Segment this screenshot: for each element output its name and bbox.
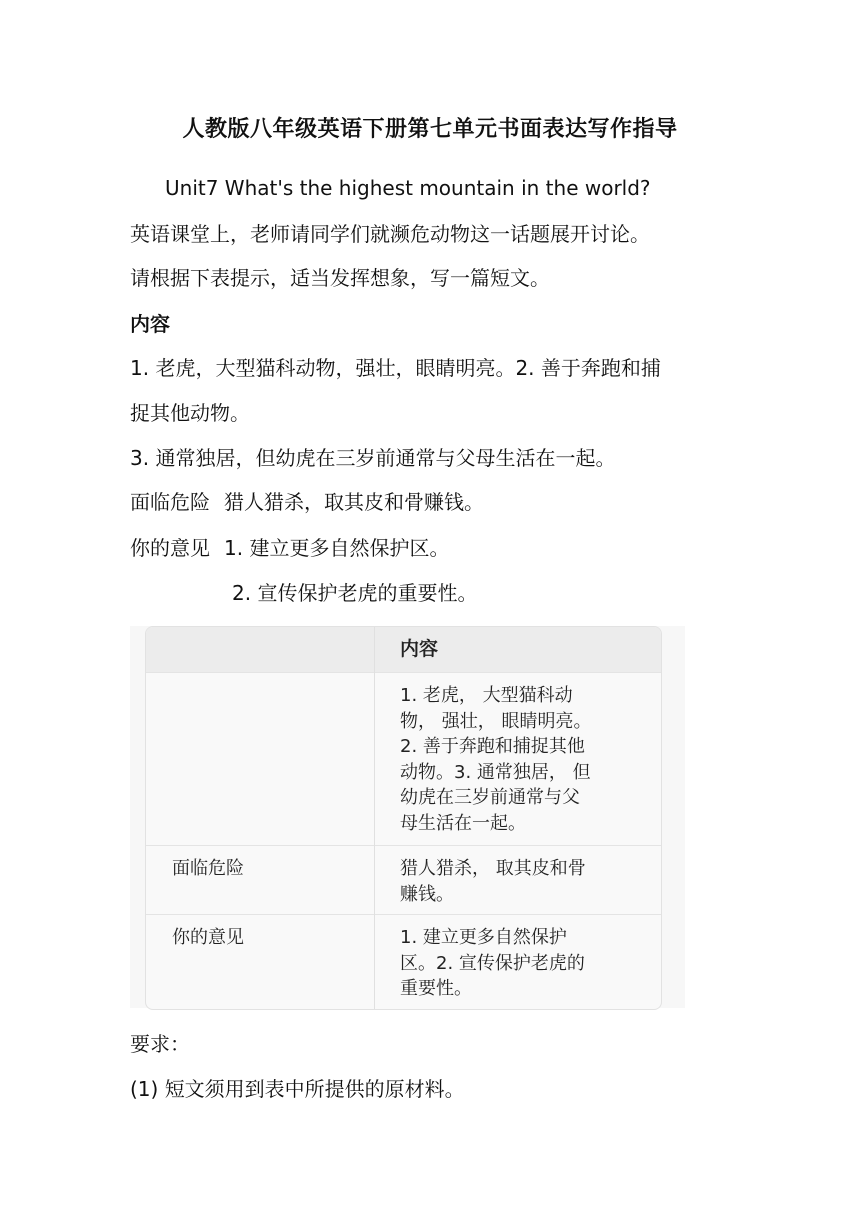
table-row — [146, 915, 661, 1009]
table-row-line: 1. 建立更多自然保护 — [400, 927, 567, 948]
content-line-2: 捉其他动物。 — [130, 401, 250, 425]
table-row-line: 赚钱。 — [400, 883, 454, 905]
intro-line-2: 请根据下表提示，适当发挥想象，写一篇短文。 — [130, 266, 550, 290]
table-column-divider — [374, 627, 375, 1009]
table-row-line: 2. 善于奔跑和捕捉其他 — [400, 736, 585, 757]
table-row-content — [400, 683, 650, 836]
table-header-row — [146, 627, 661, 673]
table-row-content — [400, 925, 650, 1002]
table-row-line: 区。2. 宣传保护老虎的 — [400, 952, 585, 974]
table-row-line: 母生活在一起。 — [400, 812, 526, 834]
opinion-item-1: 1. 建立更多自然保护区。 — [224, 536, 450, 560]
table-header-right: 内容 — [400, 638, 439, 660]
intro-line-1: 英语课堂上，老师请同学们就濒危动物这一话题展开讨论。 — [130, 222, 650, 246]
danger-text: 猎人猎杀，取其皮和骨赚钱。 — [224, 490, 484, 514]
document-title: 人教版八年级英语下册第七单元书面表达写作指导 — [182, 117, 678, 142]
requirements-heading: 要求： — [130, 1032, 190, 1056]
table-row-line: 动物。3. 通常独居， 但 — [400, 761, 591, 783]
content-heading: 内容 — [130, 312, 170, 336]
table-row — [146, 673, 661, 846]
table-row-line: 物， 强壮， 眼睛明亮。 — [400, 710, 592, 732]
table-row-content — [400, 856, 650, 907]
requirement-1: (1) 短文须用到表中所提供的原材料。 — [130, 1077, 465, 1101]
unit-subtitle: Unit7 What's the highest mountain in the world? — [165, 176, 651, 200]
table-row-label: 面临危险 — [172, 858, 244, 879]
table-row-line: 1. 老虎， 大型猫科动 — [400, 685, 573, 706]
table-row-line: 重要性。 — [400, 978, 472, 999]
table-row — [146, 846, 661, 915]
table-row-label: 你的意见 — [172, 927, 244, 948]
danger-line — [130, 487, 484, 517]
opinion-item-2: 2. 宣传保护老虎的重要性。 — [232, 581, 478, 605]
table-row-line: 幼虎在三岁前通常与父 — [400, 787, 580, 808]
content-line-1: 1. 老虎，大型猫科动物，强壮，眼睛明亮。2. 善于奔跑和捕 — [130, 356, 661, 380]
danger-label: 面临危险 — [130, 490, 210, 514]
content-line-3: 3. 通常独居，但幼虎在三岁前通常与父母生活在一起。 — [130, 446, 616, 470]
info-table — [145, 626, 662, 1010]
table-image — [130, 626, 685, 1008]
table-row-line: 猎人猎杀， 取其皮和骨 — [400, 858, 586, 879]
opinion-label: 你的意见 — [130, 536, 210, 560]
opinion-line — [130, 533, 449, 563]
